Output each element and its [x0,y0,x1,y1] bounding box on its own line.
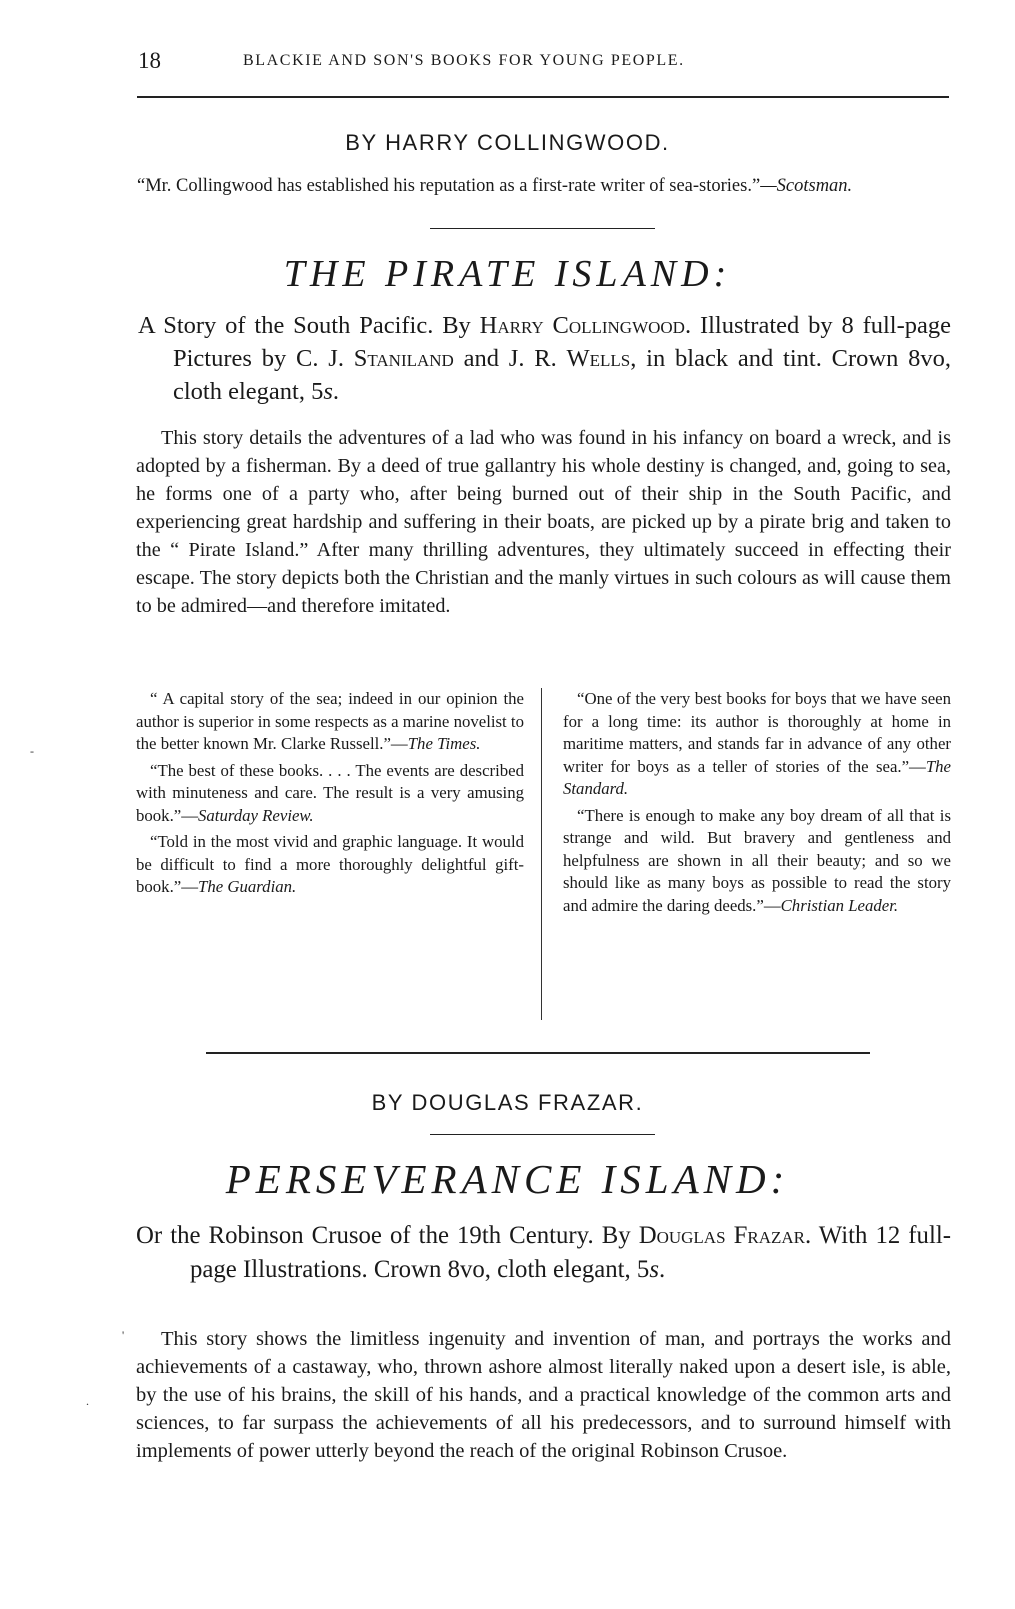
desc-author: Douglas Frazar [638,1222,805,1249]
review-source: The Times. [407,734,481,753]
print-speck: - [30,744,34,758]
desc-price-unit: s [323,378,333,405]
short-rule [430,228,655,229]
review [136,760,524,828]
book-title-pirate-island: THE PIRATE ISLAND: [283,253,732,295]
review-source: Christian Leader. [780,895,899,915]
desc-illustrator: Staniland [353,345,454,372]
desc-illustrator: Wells [566,345,631,372]
review [136,688,524,756]
review [136,831,524,899]
desc-text: and J. R. [453,345,567,372]
column-divider [541,688,542,1020]
desc-text: Or the Robinson Crusoe of the 19th Century. By [136,1222,639,1249]
review-source: Saturday Review. [198,805,314,825]
running-title: BLACKIE AND SON'S BOOKS FOR YOUNG PEOPLE. [243,52,685,69]
desc-text: . [659,1256,666,1283]
review-text: “Told in the most vivid and graphic language. It would be difficult to find a more thoroughly delightful gift-book.”— [136,832,524,896]
review [563,688,951,801]
book-description-perseverance-island [136,1219,951,1287]
review-text: “ A capital story of the sea; indeed in our opinion the author is superior in some respects as a marine novelist to the better known Mr. Clarke Russell.”— [136,689,524,753]
running-head [138,48,950,74]
desc-text: A Story of the South Pacific. By [138,312,480,339]
print-speck: . [86,1394,89,1408]
author-heading-collingwood: BY HARRY COLLINGWOOD. [345,130,670,155]
reviews-left-column [136,688,524,903]
desc-text: , in black and tint. Crown 8vo, cloth elegant, 5 [173,345,952,405]
desc-text: . Illustrated by 8 full-page Pictures by C. J. [173,312,951,372]
book-description-pirate-island [138,309,951,408]
desc-text: . [332,378,340,405]
epigraph-source: —Scotsman. [760,176,853,196]
review-text: “There is enough to make any boy dream of all that is strange and wild. But bravery and gentleness and helpfulness are shown in all their beauty; and so we should like as many boys as possible to read the story and admire the daring deeds.”— [563,805,951,915]
reviews-right-column [563,688,951,921]
review-source: The Standard. [563,756,951,798]
review [563,805,951,918]
desc-text: . With 12 full-page Illustrations. Crown 8vo, cloth elegant, 5 [190,1222,951,1283]
author-epigraph [137,174,951,198]
page-number: 18 [138,48,161,73]
review-source: The Guardian. [198,877,297,896]
epigraph-quote: “Mr. Collingwood has established his reputation as a first-rate writer of sea-stories.” [137,176,761,196]
short-rule [430,1134,655,1135]
book-blurb-pirate-island: This story details the adventures of a lad who was found in his infancy on board a wreck, and is adopted by a fisherman. By a deed of true gallantry his whole destiny is changed, and, going to sea, he forms one of a party who, after being burned out of their ship in the South Pacific, and experiencing great hardship and suffering in their boats, are picked up by a pirate brig and taken to the “ Pirate Island.” After many thrilling adventures, they ultimately succeed in effecting their escape. The story depicts both the Christian and the manly virtues in such colours as will cause them to be admired—and therefore imitated. [136,427,951,617]
review-text: “One of the very best books for boys that we have seen for a long time: its author is thoroughly at home in maritime matters, and stands far in advance of any other writer for boys as a teller of stories of the sea.”— [563,689,951,776]
book-title-perseverance-island: PERSEVERANCE ISLAND: [225,1156,790,1202]
header-rule [137,96,949,98]
book-blurb-perseverance-island: This story shows the limitless ingenuity and invention of man, and portrays the works and achievements of a castaway, who, thrown ashore almost literally naked upon a desert isle, is able, by the use of his brains, the skill of his hands, and a practical knowledge of the common arts and sciences, to far surpass the achievements of all his predecessors, and to surround himself with implements of power utterly beyond the reach of the original Robinson Crusoe. [136,1328,951,1462]
author-heading-frazar: BY DOUGLAS FRAZAR. [371,1090,644,1115]
review-text: “The best of these books. . . . The events are described with minuteness and care. The result is a very amusing book.”— [136,760,524,825]
desc-price-unit: s [649,1256,659,1283]
print-speck: ' [122,1328,125,1342]
section-rule [206,1052,870,1054]
desc-author: Harry Collingwood [479,312,685,339]
